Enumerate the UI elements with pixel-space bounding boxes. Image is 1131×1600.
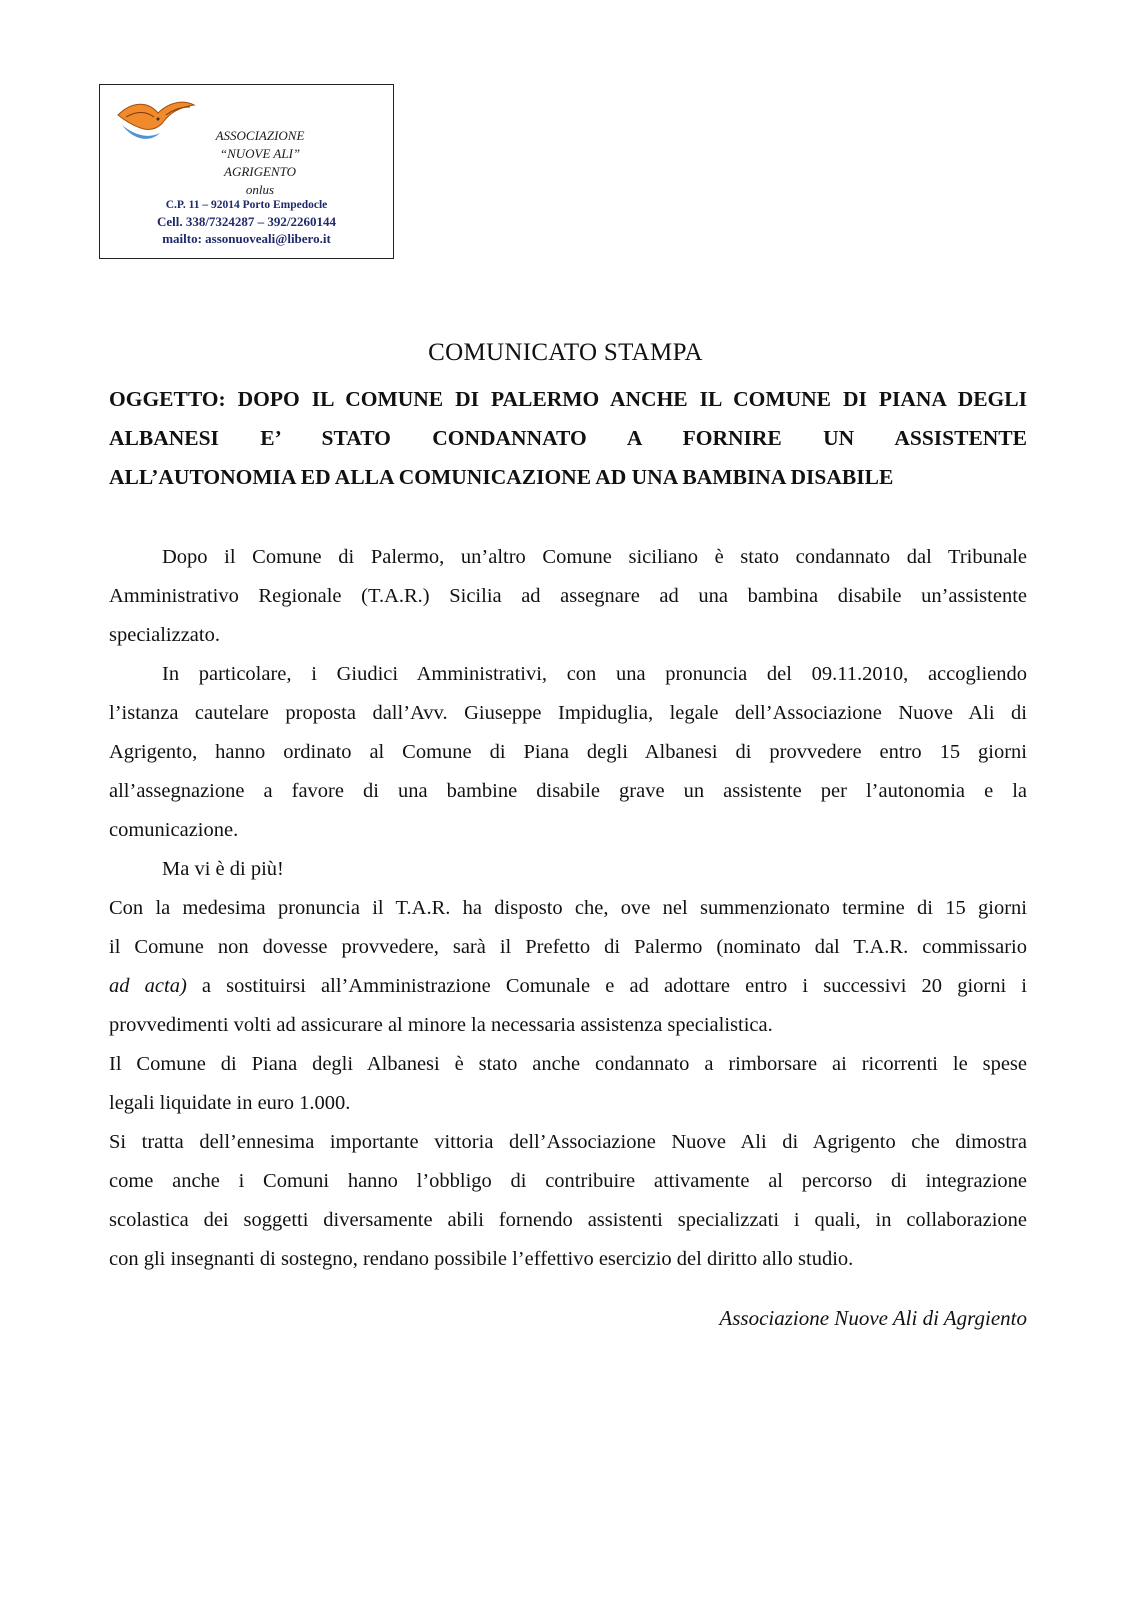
latin-term: ad acta)	[109, 975, 187, 997]
document-title: COMUNICATO STAMPA	[428, 339, 703, 366]
subject-heading	[109, 380, 1027, 497]
body-text	[109, 538, 1027, 1279]
association-name-line: AGRIGENTO	[224, 164, 296, 179]
body-line: all’assegnazione a favore di una bambine disabile grave un assistente per l’autonomia e la	[109, 780, 1027, 802]
postal-address: C.P. 11 – 92014 Porto Empedocle	[165, 199, 328, 211]
body-line: come anche i Comuni hanno l’obbligo di contribuire attivamente al percorso di integrazione	[109, 1170, 1027, 1192]
body-line: provvedimenti volti ad assicurare al minore la necessaria assistenza specialistica.	[109, 1014, 773, 1036]
body-line: Agrigento, hanno ordinato al Comune di Piana degli Albanesi di provvedere entro 15 giorni	[109, 741, 1027, 763]
body-line: con gli insegnanti di sostegno, rendano possibile l’effettivo esercizio del diritto allo studio.	[109, 1248, 854, 1270]
body-line: Si tratta dell’ennesima importante vittoria dell’Associazione Nuove Ali di Agrigento che dimostra	[109, 1131, 1027, 1153]
body-line: Il Comune di Piana degli Albanesi è stato anche condannato a rimborsare ai ricorrenti le spese	[109, 1053, 1027, 1075]
body-line-rest: a sostituirsi all’Amministrazione Comunale e ad adottare entro i successivi 20 giorni i	[186, 975, 1028, 997]
association-name-line: “NUOVE ALI”	[219, 146, 301, 161]
subject-line: OGGETTO: DOPO IL COMUNE DI PALERMO ANCHE IL COMUNE DI PIANA DEGLI	[109, 387, 1027, 411]
body-line	[109, 967, 1027, 1006]
association-name	[160, 127, 360, 199]
subject-line: ALBANESI E’ STATO CONDANNATO A FORNIRE UN ASSISTENTE	[109, 426, 1027, 450]
body-line: legali liquidate in euro 1.000.	[109, 1092, 351, 1114]
body-line: Amministrativo Regionale (T.A.R.) Sicilia ad assegnare ad una bambina disabile un’assistente	[109, 585, 1027, 607]
body-line: Ma vi è di più!	[162, 858, 284, 880]
body-line: comunicazione.	[109, 819, 239, 841]
body-line: Con la medesima pronuncia il T.A.R. ha disposto che, ove nel summenzionato termine di 15 giorni	[109, 897, 1027, 919]
association-name-line: onlus	[245, 182, 275, 197]
letterhead-box	[99, 84, 394, 259]
body-line: Dopo il Comune di Palermo, un’altro Comune siciliano è stato condannato dal Tribunale	[162, 546, 1027, 568]
phone-numbers: Cell. 338/7324287 – 392/2260144	[156, 214, 337, 229]
body-line: In particolare, i Giudici Amministrativi, con una pronuncia del 09.11.2010, accogliendo	[162, 663, 1027, 685]
body-line: il Comune non dovesse provvedere, sarà il Prefetto di Palermo (nominato dal T.A.R. commissario	[109, 936, 1027, 958]
association-name-line: ASSOCIAZIONE	[215, 128, 305, 143]
signature: Associazione Nuove Ali di Agrgiento	[719, 1306, 1027, 1330]
body-line: specializzato.	[109, 624, 220, 646]
subject-line: ALL’AUTONOMIA ED ALLA COMUNICAZIONE AD UNA BAMBINA DISABILE	[109, 465, 894, 489]
contact-block	[100, 197, 393, 247]
email-link[interactable]: mailto: assonuoveali@libero.it	[162, 231, 331, 246]
body-line: l’istanza cautelare proposta dall’Avv. Giuseppe Impiduglia, legale dell’Associazione Nuove Ali di	[109, 702, 1027, 724]
body-line: scolastica dei soggetti diversamente abili fornendo assistenti specializzati i quali, in collaborazione	[109, 1209, 1027, 1231]
